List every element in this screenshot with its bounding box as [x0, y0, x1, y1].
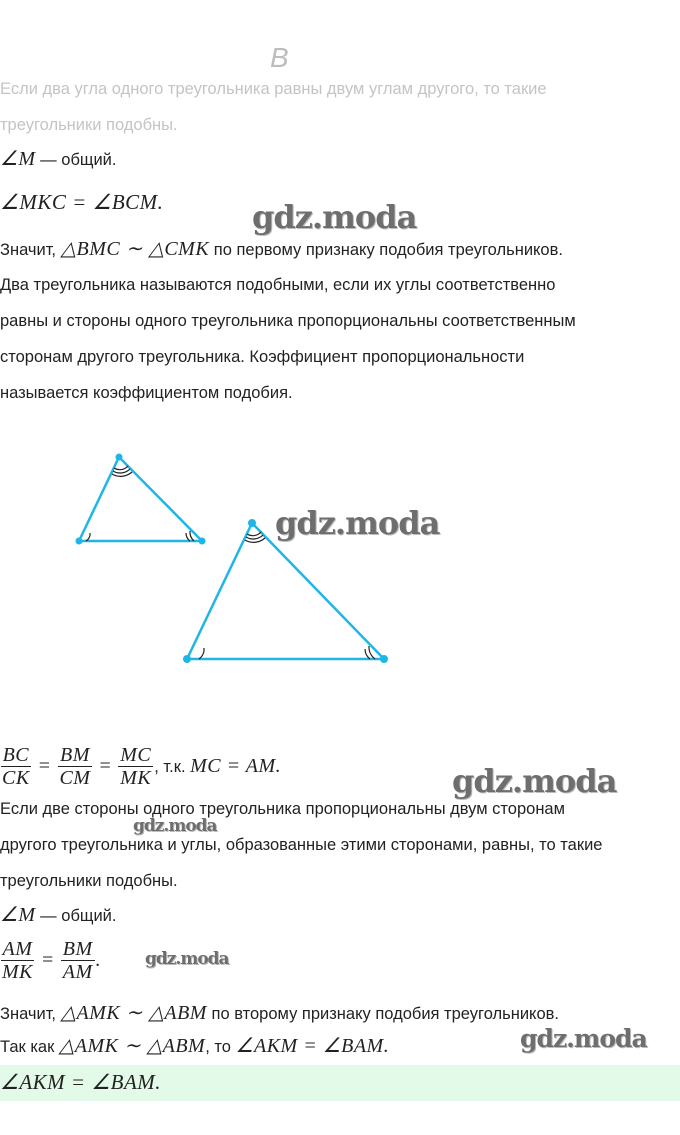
small-vertex-left	[76, 538, 83, 545]
therefore-1-prefix: Значит,	[0, 241, 61, 259]
faded-theorem-line-1: Если два угла одного треугольника равны двум углам другого, то такие	[0, 80, 547, 98]
watermark-6: gdz.moda	[520, 1024, 647, 1053]
watermark-4: gdz.moda	[133, 816, 217, 836]
small-vertex-top	[116, 454, 123, 461]
angle-m-common-1	[0, 148, 116, 171]
angle-equality-1: ∠MKC = ∠BCM.	[0, 190, 164, 214]
small-angle-arc-top-1	[114, 466, 128, 470]
criterion-2-line-3: треугольники подобны.	[0, 872, 178, 890]
angle-m-math-2: ∠M	[0, 904, 36, 926]
large-vertex-top	[248, 519, 256, 527]
fraction-mc-mk-num: MC	[120, 744, 152, 766]
fraction-am-mk	[0, 938, 35, 983]
answer-text: ∠AKM = ∠BAM.	[0, 1070, 162, 1094]
therefore-1-suffix: по первому признаку подобия треугольников.	[209, 241, 563, 259]
definition-line-3: сторонам другого треугольника. Коэффициент пропорциональности	[0, 348, 525, 366]
therefore-1-math: △BMC ∼ △CMK	[60, 238, 210, 260]
fraction-bm-am-num: BM	[62, 938, 93, 960]
watermark-5: gdz.moda	[145, 949, 229, 969]
since-mid: , то	[205, 1038, 236, 1056]
angle-m-math: ∠M	[0, 148, 36, 170]
fraction-bc-ck-num: BC	[2, 744, 30, 766]
fraction-bm-cm-num: BM	[60, 744, 90, 766]
ratio-equation-2	[0, 938, 101, 983]
faded-theorem-line-2: треугольники подобны.	[0, 116, 178, 134]
small-vertex-right	[199, 538, 206, 545]
small-triangle	[76, 454, 206, 545]
fraction-mc-mk	[118, 744, 153, 789]
criterion-2-line-2: другого треугольника и углы, образованные этими сторонами, равны, то такие	[0, 836, 603, 854]
watermark-2: gdz.moda	[275, 504, 440, 542]
ratio-2-end: .	[95, 949, 102, 971]
fraction-mc-mk-den: MK	[120, 767, 152, 789]
small-triangle-outline	[79, 457, 202, 541]
large-angle-arc-top-1	[247, 532, 261, 536]
since-line	[0, 1035, 389, 1058]
therefore-line-1	[0, 238, 563, 261]
watermark-1: gdz.moda	[252, 198, 417, 236]
equals-sign-2: =	[99, 755, 112, 777]
therefore-2-math: △AMK ∼ △ABM	[60, 1002, 207, 1024]
large-vertex-left	[183, 655, 191, 663]
angle-m-text-2: — общий.	[35, 907, 117, 925]
watermark-3: gdz.moda	[452, 762, 617, 800]
header-letter-b: B	[270, 42, 289, 73]
definition-line-2: равны и стороны одного треугольника пропорциональны соответственным	[0, 312, 576, 330]
large-vertex-right	[380, 655, 388, 663]
large-angle-arc-left	[199, 648, 204, 659]
equals-sign-1: =	[38, 755, 51, 777]
fraction-am-mk-num: AM	[2, 938, 33, 960]
since-prefix: Так как	[0, 1038, 59, 1056]
large-triangle-outline	[187, 523, 384, 659]
criterion-2-line-1: Если две стороны одного треугольника пропорциональны двум сторонам	[0, 800, 565, 818]
fraction-am-mk-den: MK	[2, 961, 33, 983]
ratio-1-suffix-math: MC = AM.	[190, 755, 282, 777]
angle-m-common-2	[0, 904, 116, 927]
similar-triangles-diagram	[0, 440, 680, 680]
definition-line-1: Два треугольника называются подобными, если их углы соответственно	[0, 276, 556, 294]
angle-m-text: — общий.	[35, 151, 117, 169]
fraction-bm-am-den: AM	[62, 961, 93, 983]
definition-line-4: называется коэффициентом подобия.	[0, 384, 293, 402]
fraction-bm-cm	[57, 744, 92, 789]
ratio-1-suffix-text: , т.к.	[154, 758, 191, 776]
equals-sign-3: =	[42, 949, 54, 971]
fraction-bm-am	[61, 938, 95, 983]
fraction-bc-ck-den: CK	[2, 767, 30, 789]
therefore-2-suffix: по второму признаку подобия треугольников.	[206, 1005, 559, 1023]
fraction-bc-ck	[0, 744, 32, 789]
since-math-2: ∠AKM = ∠BAM.	[235, 1035, 390, 1057]
ratio-equation-1	[0, 744, 281, 789]
since-math-1: △AMK ∼ △ABM	[58, 1035, 206, 1057]
fraction-bm-cm-den: CM	[59, 767, 91, 789]
therefore-2-prefix: Значит,	[0, 1005, 61, 1023]
therefore-line-2	[0, 1002, 559, 1025]
